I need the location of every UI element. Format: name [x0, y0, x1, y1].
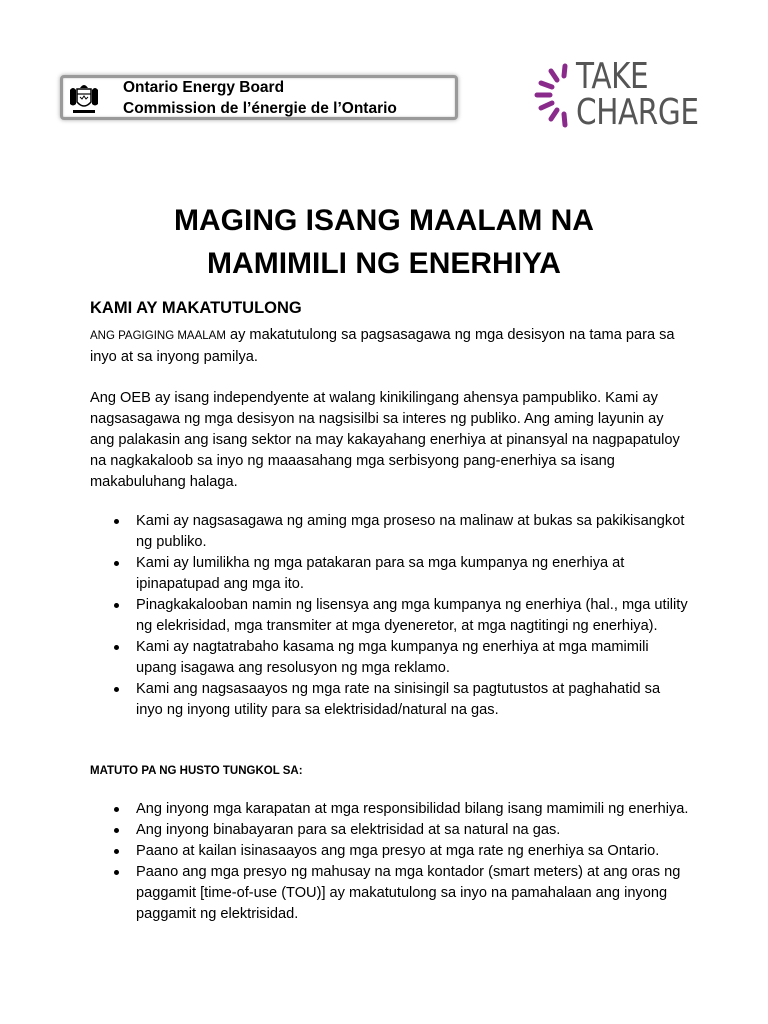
bullet-icon	[114, 870, 119, 875]
list-item: Kami ay lumilikha ng mga patakaran para sa mga kumpanya ng enerhiya at ipinapatupad ang mga ito.	[90, 553, 690, 595]
take-charge-logo	[530, 56, 699, 140]
bullet-icon	[114, 645, 119, 650]
bullet-icon	[114, 519, 119, 524]
list-item: Ang inyong binabayaran para sa elektrisidad at sa natural na gas.	[90, 820, 690, 841]
bullet-icon	[114, 687, 119, 692]
list-item: Kami ay nagtatrabaho kasama ng mga kumpanya ng enerhiya at mga mamimili upang isagawa ang resolusyon ng mga reklamo.	[90, 637, 690, 679]
bullet-icon	[114, 807, 119, 812]
responsibilities-list	[90, 511, 690, 721]
list-item: Kami ay nagsasagawa ng aming mga proseso na malinaw at bukas sa pakikisangkot ng publiko.	[90, 511, 690, 553]
intro-paragraph	[90, 325, 690, 368]
bullet-icon	[114, 849, 119, 854]
starburst-icon	[530, 62, 576, 134]
logo-word-take: TAKE	[576, 56, 649, 97]
page-title-line-1: MAGING ISANG MAALAM NA	[174, 204, 594, 237]
list-item: Kami ang nagsasaayos ng mga rate na sinisingil sa pagtutustos at paghahatid sa inyo ng inyong utility para sa elektrisidad/natural na gas.	[90, 679, 690, 721]
org-name-french: Commission de l’énergie de l’Ontario	[123, 100, 397, 117]
bullet-icon	[114, 561, 119, 566]
bullet-icon	[114, 828, 119, 833]
learn-more-list	[90, 799, 690, 925]
intro-lead: ANG PAGIGING MAALAM	[90, 330, 226, 342]
intro-text: ay makatutulong sa pagsasagawa ng mga desisyon na tama para sa inyo at sa inyong pamilya.	[90, 327, 675, 365]
list-item: Paano at kailan isinasaayos ang mga presyo at mga rate ng enerhiya sa Ontario.	[90, 841, 690, 862]
page-title-line-2: MAMIMILI NG ENERHIYA	[207, 247, 561, 280]
ontario-crest-icon	[65, 80, 103, 118]
list-item: Paano ang mga presyo ng mahusay na mga kontador (smart meters) at ang oras ng paggamit [time-of-use (TOU)] ay makatutulong sa inyo na pamahalaan ang inyong paggamit ng elektrisidad.	[90, 862, 690, 925]
section-heading: KAMI AY MAKATUTULONG	[90, 299, 302, 317]
oeb-header-banner	[60, 75, 458, 120]
learn-more-heading: MATUTO PA NG HUSTO TUNGKOL SA:	[90, 765, 303, 777]
org-name-english: Ontario Energy Board	[123, 79, 285, 96]
logo-word-charge: CHARGE	[576, 92, 699, 133]
list-item: Ang inyong mga karapatan at mga responsibilidad bilang isang mamimili ng enerhiya.	[90, 799, 690, 820]
list-item: Pinagkakalooban namin ng lisensya ang mga kumpanya ng enerhiya (hal., mga utility ng elekrisidad, mga transmiter at mga dyeneretor, at mga nagtitingi ng enerhiya).	[90, 595, 690, 637]
bullet-icon	[114, 603, 119, 608]
mandate-paragraph: Ang OEB ay isang independyente at walang kinikilingang ahensya pampubliko. Kami ay nagsasagawa ng mga desisyon na nagsisilbi sa interes ng publiko. Ang aming layunin ay ang palakasin ang isang sektor na may kakayahang enerhiya at pinansyal na nagpapatuloy na nagkakaloob sa inyo ng maaasahang mga serbisyong pang-enerhiya sa isang makabuluhang halaga.	[90, 390, 680, 490]
